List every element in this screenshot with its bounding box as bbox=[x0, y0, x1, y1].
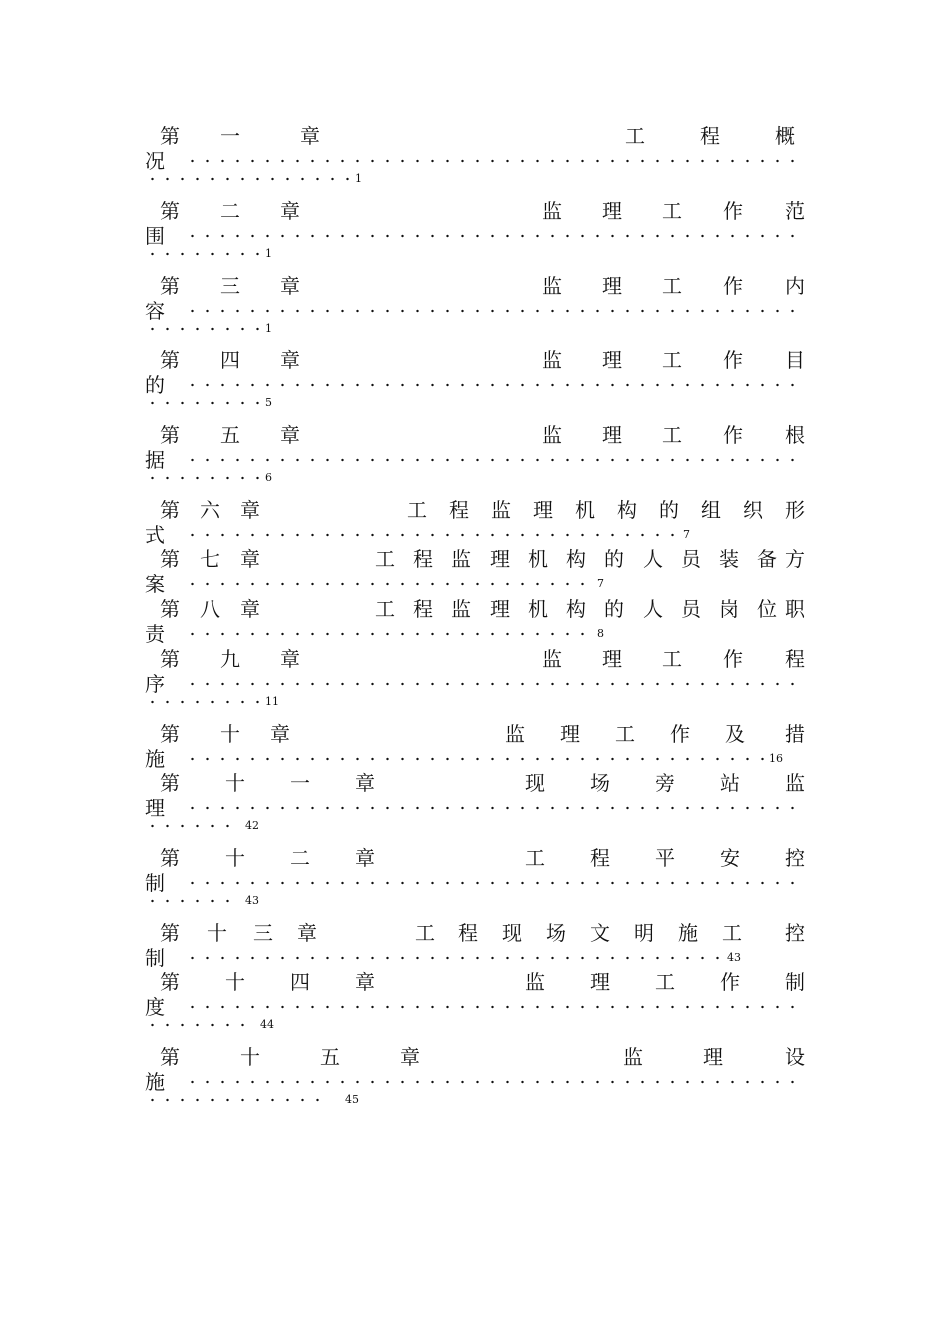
title-continuation: 度 bbox=[145, 995, 165, 1019]
chapter-char: 十 bbox=[225, 771, 245, 795]
leader-dots bbox=[145, 473, 260, 483]
leader-dots bbox=[185, 306, 805, 316]
leader-dots bbox=[145, 697, 260, 707]
title-char: 监 bbox=[542, 274, 562, 298]
leader-dots bbox=[145, 1020, 245, 1030]
title-char: 监 bbox=[542, 423, 562, 447]
title-char: 工 bbox=[375, 547, 395, 571]
title-char: 工 bbox=[625, 124, 645, 148]
title-char: 工 bbox=[662, 423, 682, 447]
title-char: 监 bbox=[542, 647, 562, 671]
chapter-char: 章 bbox=[280, 274, 300, 298]
toc-leader-line bbox=[145, 870, 805, 896]
chapter-char: 章 bbox=[240, 498, 260, 522]
chapter-char: 八 bbox=[200, 597, 220, 621]
title-char: 程 bbox=[458, 921, 478, 945]
chapter-char: 第 bbox=[160, 124, 180, 148]
title-char: 安 bbox=[720, 846, 740, 870]
chapter-char: 三 bbox=[220, 274, 240, 298]
title-char: 的 bbox=[659, 498, 679, 522]
title-char: 的 bbox=[604, 597, 624, 621]
leader-dots bbox=[185, 803, 805, 813]
chapter-char: 第 bbox=[160, 970, 180, 994]
page-number: 11 bbox=[265, 695, 279, 708]
leader-dots bbox=[185, 953, 723, 963]
chapter-char: 十 bbox=[207, 921, 227, 945]
title-char: 构 bbox=[617, 498, 637, 522]
toc-page-line bbox=[145, 819, 805, 845]
toc-heading-line bbox=[145, 1044, 805, 1070]
page-number: 42 bbox=[245, 819, 259, 832]
toc-leader-line bbox=[145, 148, 805, 174]
title-char: 程 bbox=[413, 597, 433, 621]
toc-leader-line bbox=[145, 671, 805, 697]
toc-heading-line bbox=[145, 347, 805, 373]
toc-page-line bbox=[145, 247, 805, 273]
toc-page-line bbox=[145, 1093, 805, 1119]
title-char: 内 bbox=[785, 274, 805, 298]
leader-dots bbox=[185, 1077, 805, 1087]
title-char: 监 bbox=[623, 1045, 643, 1069]
title-continuation: 理 bbox=[145, 796, 165, 820]
chapter-char: 章 bbox=[280, 199, 300, 223]
title-char: 理 bbox=[602, 647, 622, 671]
toc-page-line bbox=[145, 322, 805, 348]
chapter-char: 第 bbox=[160, 348, 180, 372]
leader-dots bbox=[185, 579, 593, 589]
chapter-char: 五 bbox=[220, 423, 240, 447]
toc-heading-line bbox=[145, 969, 805, 995]
chapter-char: 章 bbox=[355, 970, 375, 994]
leader-dots bbox=[185, 231, 805, 241]
title-char: 人 bbox=[643, 547, 663, 571]
toc-leader-line bbox=[145, 994, 805, 1020]
toc-leader-line bbox=[145, 746, 805, 772]
chapter-char: 第 bbox=[160, 498, 180, 522]
title-char: 工 bbox=[375, 597, 395, 621]
page-number: 45 bbox=[345, 1093, 359, 1106]
title-char: 工 bbox=[662, 199, 682, 223]
title-char: 组 bbox=[701, 498, 721, 522]
chapter-char: 四 bbox=[290, 970, 310, 994]
page-number: 1 bbox=[265, 247, 272, 260]
page-number: 43 bbox=[245, 894, 259, 907]
leader-dots bbox=[185, 629, 593, 639]
toc-heading-line bbox=[145, 497, 805, 523]
title-char: 职 bbox=[785, 597, 805, 621]
title-char: 理 bbox=[490, 597, 510, 621]
leader-dots bbox=[185, 1002, 805, 1012]
leader-dots bbox=[185, 380, 805, 390]
leader-dots bbox=[185, 530, 679, 540]
title-char: 制 bbox=[785, 970, 805, 994]
chapter-char: 四 bbox=[220, 348, 240, 372]
leader-dots bbox=[185, 679, 805, 689]
toc-leader-line bbox=[145, 795, 805, 821]
title-char: 程 bbox=[590, 846, 610, 870]
toc-page-line bbox=[145, 695, 805, 721]
title-char: 作 bbox=[723, 274, 743, 298]
toc-heading-line bbox=[145, 198, 805, 224]
title-char: 控 bbox=[785, 921, 805, 945]
chapter-char: 章 bbox=[270, 722, 290, 746]
chapter-char: 第 bbox=[160, 846, 180, 870]
title-char: 设 bbox=[785, 1045, 805, 1069]
title-char: 理 bbox=[533, 498, 553, 522]
chapter-char: 第 bbox=[160, 597, 180, 621]
page-number: 44 bbox=[260, 1018, 274, 1031]
title-char: 工 bbox=[415, 921, 435, 945]
toc-page-line bbox=[145, 1018, 805, 1044]
page-number: 5 bbox=[265, 396, 272, 409]
chapter-char: 第 bbox=[160, 921, 180, 945]
title-char: 监 bbox=[785, 771, 805, 795]
page-number: 16 bbox=[769, 752, 783, 765]
title-char: 构 bbox=[566, 597, 586, 621]
toc-heading-line bbox=[145, 770, 805, 796]
chapter-char: 章 bbox=[355, 846, 375, 870]
title-char: 文 bbox=[590, 921, 610, 945]
title-char: 站 bbox=[720, 771, 740, 795]
title-continuation: 式 bbox=[145, 523, 165, 547]
chapter-char: 第 bbox=[160, 199, 180, 223]
title-char: 员 bbox=[681, 597, 701, 621]
title-char: 作 bbox=[670, 722, 690, 746]
chapter-char: 十 bbox=[225, 970, 245, 994]
leader-dots bbox=[145, 398, 260, 408]
page-number: 1 bbox=[265, 322, 272, 335]
chapter-char: 六 bbox=[200, 498, 220, 522]
toc-heading-line bbox=[145, 273, 805, 299]
chapter-char: 十 bbox=[240, 1045, 260, 1069]
title-char: 范 bbox=[785, 199, 805, 223]
title-char: 机 bbox=[528, 597, 548, 621]
title-continuation: 的 bbox=[145, 373, 165, 397]
title-char: 施 bbox=[678, 921, 698, 945]
title-char: 机 bbox=[528, 547, 548, 571]
leader-dots bbox=[145, 821, 230, 831]
title-char: 及 bbox=[725, 722, 745, 746]
title-char: 控 bbox=[785, 846, 805, 870]
leader-dots bbox=[145, 174, 350, 184]
toc-heading-line bbox=[145, 920, 805, 946]
toc-leader-line bbox=[145, 372, 805, 398]
chapter-char: 章 bbox=[280, 423, 300, 447]
toc-heading-line bbox=[145, 845, 805, 871]
toc-page-line bbox=[145, 396, 805, 422]
chapter-char: 第 bbox=[160, 423, 180, 447]
toc-page-line bbox=[145, 471, 805, 497]
title-continuation: 施 bbox=[145, 747, 165, 771]
title-char: 作 bbox=[723, 348, 743, 372]
title-char: 监 bbox=[542, 348, 562, 372]
title-char: 程 bbox=[785, 647, 805, 671]
chapter-char: 一 bbox=[290, 771, 310, 795]
title-char: 工 bbox=[525, 846, 545, 870]
toc-heading-line bbox=[145, 422, 805, 448]
title-char: 作 bbox=[723, 647, 743, 671]
title-char: 作 bbox=[723, 199, 743, 223]
chapter-char: 十 bbox=[225, 846, 245, 870]
toc-page-line bbox=[145, 172, 805, 198]
title-char: 的 bbox=[604, 547, 624, 571]
chapter-char: 十 bbox=[220, 722, 240, 746]
chapter-char: 二 bbox=[290, 846, 310, 870]
toc-leader-line bbox=[145, 945, 805, 971]
title-char: 理 bbox=[703, 1045, 723, 1069]
chapter-char: 章 bbox=[240, 547, 260, 571]
title-char: 程 bbox=[700, 124, 720, 148]
chapter-char: 第 bbox=[160, 547, 180, 571]
title-char: 理 bbox=[602, 274, 622, 298]
title-char: 人 bbox=[643, 597, 663, 621]
leader-dots bbox=[145, 324, 260, 334]
page-number: 6 bbox=[265, 471, 272, 484]
leader-dots bbox=[185, 878, 805, 888]
page-number: 7 bbox=[683, 528, 690, 541]
chapter-char: 二 bbox=[220, 199, 240, 223]
leader-dots bbox=[145, 1095, 330, 1105]
title-continuation: 序 bbox=[145, 672, 165, 696]
title-char: 监 bbox=[525, 970, 545, 994]
chapter-char: 章 bbox=[355, 771, 375, 795]
title-char: 备 bbox=[757, 547, 777, 571]
toc-heading-line bbox=[145, 721, 805, 747]
toc-heading-line bbox=[145, 546, 805, 572]
title-char: 程 bbox=[413, 547, 433, 571]
toc-leader-line bbox=[145, 571, 805, 597]
chapter-char: 三 bbox=[253, 921, 273, 945]
title-char: 监 bbox=[505, 722, 525, 746]
chapter-char: 第 bbox=[160, 647, 180, 671]
chapter-char: 五 bbox=[320, 1045, 340, 1069]
title-char: 现 bbox=[525, 771, 545, 795]
toc-leader-line bbox=[145, 298, 805, 324]
title-char: 工 bbox=[662, 274, 682, 298]
title-char: 现 bbox=[502, 921, 522, 945]
title-char: 理 bbox=[602, 348, 622, 372]
chapter-char: 章 bbox=[300, 124, 320, 148]
toc-leader-line bbox=[145, 223, 805, 249]
title-char: 根 bbox=[785, 423, 805, 447]
toc-heading-line bbox=[145, 123, 805, 149]
title-char: 理 bbox=[560, 722, 580, 746]
chapter-char: 章 bbox=[280, 348, 300, 372]
title-char: 工 bbox=[662, 647, 682, 671]
title-char: 理 bbox=[602, 199, 622, 223]
title-char: 监 bbox=[542, 199, 562, 223]
page-number: 43 bbox=[727, 951, 741, 964]
title-char: 方 bbox=[785, 547, 805, 571]
title-char: 织 bbox=[743, 498, 763, 522]
title-char: 工 bbox=[615, 722, 635, 746]
title-char: 理 bbox=[602, 423, 622, 447]
leader-dots bbox=[185, 156, 805, 166]
chapter-char: 章 bbox=[297, 921, 317, 945]
leader-dots bbox=[185, 754, 765, 764]
title-char: 监 bbox=[451, 597, 471, 621]
toc-leader-line bbox=[145, 1069, 805, 1095]
chapter-char: 章 bbox=[240, 597, 260, 621]
toc-heading-line bbox=[145, 646, 805, 672]
title-char: 措 bbox=[785, 722, 805, 746]
title-char: 机 bbox=[575, 498, 595, 522]
toc-leader-line bbox=[145, 522, 805, 548]
title-continuation: 据 bbox=[145, 448, 165, 472]
title-char: 监 bbox=[491, 498, 511, 522]
chapter-char: 第 bbox=[160, 771, 180, 795]
title-char: 作 bbox=[723, 423, 743, 447]
title-char: 位 bbox=[757, 597, 777, 621]
title-char: 工 bbox=[407, 498, 427, 522]
title-char: 员 bbox=[681, 547, 701, 571]
title-continuation: 责 bbox=[145, 622, 165, 646]
title-char: 岗 bbox=[719, 597, 739, 621]
toc-page-line bbox=[145, 894, 805, 920]
title-continuation: 围 bbox=[145, 224, 165, 248]
title-continuation: 况 bbox=[145, 149, 165, 173]
chapter-char: 一 bbox=[220, 124, 240, 148]
title-char: 场 bbox=[546, 921, 566, 945]
title-continuation: 制 bbox=[145, 871, 165, 895]
chapter-char: 九 bbox=[220, 647, 240, 671]
page-number: 1 bbox=[355, 172, 362, 185]
toc-leader-line bbox=[145, 447, 805, 473]
title-char: 程 bbox=[449, 498, 469, 522]
title-char: 形 bbox=[785, 498, 805, 522]
title-continuation: 案 bbox=[145, 572, 165, 596]
chapter-char: 章 bbox=[400, 1045, 420, 1069]
title-char: 工 bbox=[662, 348, 682, 372]
page-number: 8 bbox=[597, 627, 604, 640]
chapter-char: 章 bbox=[280, 647, 300, 671]
title-char: 作 bbox=[720, 970, 740, 994]
title-char: 工 bbox=[655, 970, 675, 994]
title-continuation: 容 bbox=[145, 299, 165, 323]
chapter-char: 第 bbox=[160, 1045, 180, 1069]
title-char: 概 bbox=[775, 124, 795, 148]
title-char: 场 bbox=[590, 771, 610, 795]
title-char: 平 bbox=[655, 846, 675, 870]
title-char: 监 bbox=[451, 547, 471, 571]
page-number: 7 bbox=[597, 577, 604, 590]
title-char: 明 bbox=[634, 921, 654, 945]
leader-dots bbox=[185, 455, 805, 465]
title-continuation: 施 bbox=[145, 1070, 165, 1094]
toc-leader-line bbox=[145, 621, 805, 647]
title-char: 工 bbox=[722, 921, 742, 945]
title-char: 装 bbox=[719, 547, 739, 571]
chapter-char: 七 bbox=[200, 547, 220, 571]
title-char: 构 bbox=[566, 547, 586, 571]
title-char: 理 bbox=[490, 547, 510, 571]
toc-heading-line bbox=[145, 596, 805, 622]
title-char: 目 bbox=[785, 348, 805, 372]
title-char: 理 bbox=[590, 970, 610, 994]
title-char: 旁 bbox=[655, 771, 675, 795]
chapter-char: 第 bbox=[160, 274, 180, 298]
chapter-char: 第 bbox=[160, 722, 180, 746]
leader-dots bbox=[145, 896, 230, 906]
leader-dots bbox=[145, 249, 260, 259]
title-continuation: 制 bbox=[145, 946, 165, 970]
